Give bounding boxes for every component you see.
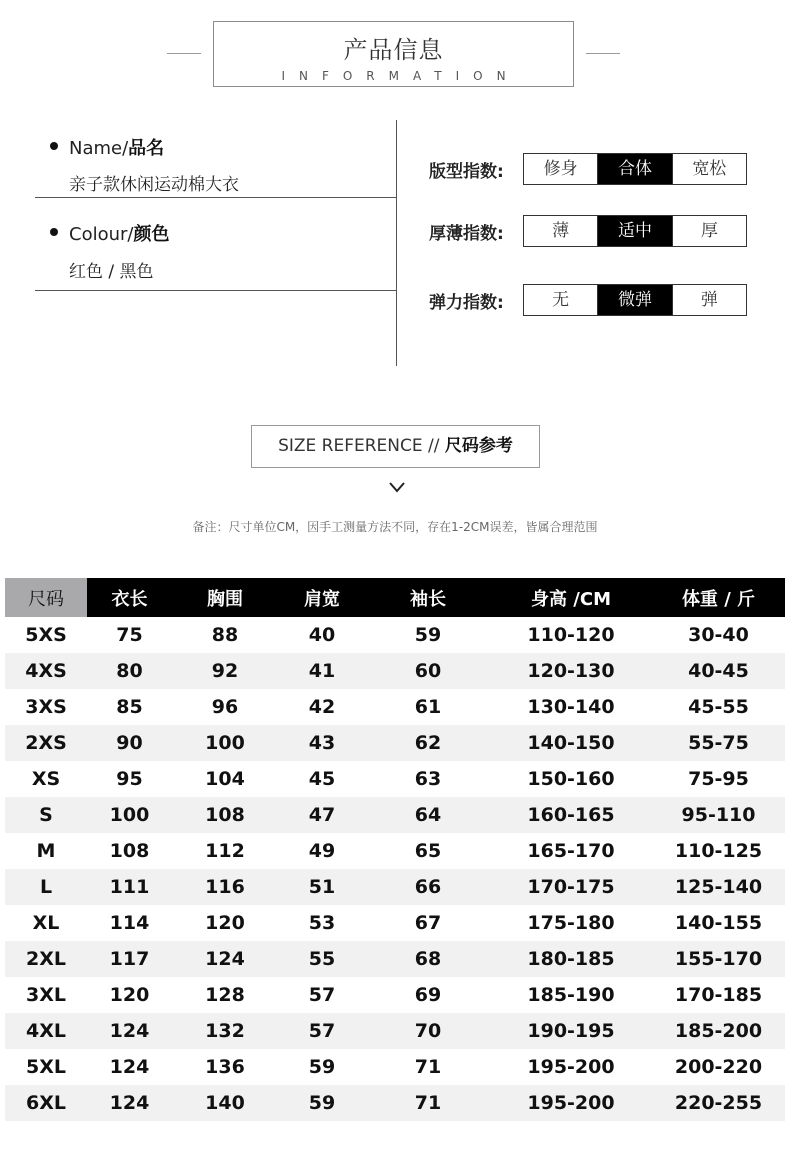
name-value: 亲子款休闲运动棉大衣: [69, 175, 239, 195]
cell-sleeve: 64: [414, 804, 442, 826]
elasticity-index-scale: [523, 284, 747, 316]
cell-size: M: [36, 840, 56, 862]
cell-height: 130-140: [527, 696, 615, 718]
fit-index-option: 合体: [598, 154, 672, 184]
table-row: [5, 617, 785, 653]
table-row: [5, 977, 785, 1013]
page-subtitle: INFORMATION: [281, 69, 520, 83]
table-row: [5, 689, 785, 725]
cell-length: 124: [109, 1020, 150, 1042]
cell-sleeve: 61: [414, 696, 442, 718]
cell-height: 180-185: [527, 948, 615, 970]
table-row: [5, 941, 785, 977]
cell-size: 3XL: [26, 984, 66, 1006]
cell-shoulder: 42: [308, 696, 336, 718]
cell-weight: 185-200: [674, 1020, 763, 1042]
cell-height: 110-120: [527, 624, 615, 646]
cell-weight: 155-170: [674, 948, 763, 970]
table-row: [5, 1013, 785, 1049]
cell-sleeve: 66: [414, 876, 442, 898]
cell-chest: 96: [211, 696, 239, 718]
size-reference-label-cn: 尺码参考: [444, 436, 513, 456]
cell-size: 6XL: [26, 1092, 66, 1114]
cell-shoulder: 57: [308, 984, 336, 1006]
table-row: [5, 869, 785, 905]
elasticity-index-option: 无: [524, 285, 598, 315]
header-sleeve: 袖长: [410, 588, 446, 610]
header-right-rule: [586, 53, 620, 54]
cell-chest: 140: [205, 1092, 245, 1114]
cell-weight: 110-125: [674, 840, 763, 862]
cell-size: 4XL: [26, 1020, 66, 1042]
size-table: [5, 578, 785, 1121]
chevron-down-icon: [384, 474, 410, 500]
table-row: [5, 833, 785, 869]
cell-shoulder: 47: [308, 804, 336, 826]
cell-shoulder: 41: [308, 660, 336, 682]
cell-shoulder: 51: [308, 876, 336, 898]
table-row: [5, 725, 785, 761]
name-label: [69, 134, 164, 160]
fit-index-scale: [523, 153, 747, 185]
cell-sleeve: 63: [414, 768, 442, 790]
thickness-index-scale: [523, 215, 747, 247]
elasticity-index-label: 弹力指数:: [429, 293, 504, 313]
cell-weight: 170-185: [674, 984, 763, 1006]
header-box: [213, 21, 574, 87]
cell-sleeve: 68: [414, 948, 442, 970]
cell-sleeve: 60: [414, 660, 442, 682]
colour-value: 红色 / 黑色: [69, 262, 154, 282]
cell-weight: 30-40: [688, 624, 749, 646]
cell-length: 124: [109, 1056, 150, 1078]
cell-sleeve: 70: [414, 1020, 442, 1042]
header-shoulder: 肩宽: [304, 588, 340, 610]
cell-size: XS: [31, 768, 61, 790]
cell-height: 195-200: [527, 1056, 615, 1078]
cell-chest: 116: [205, 876, 245, 898]
cell-shoulder: 45: [308, 768, 336, 790]
cell-sleeve: 65: [414, 840, 442, 862]
name-label-en: Name/: [69, 138, 129, 159]
table-row: [5, 797, 785, 833]
cell-length: 95: [116, 768, 143, 790]
cell-chest: 128: [205, 984, 245, 1006]
name-label-cn: 品名: [128, 138, 165, 159]
header-left-rule: [167, 53, 201, 54]
size-reference-label: SIZE REFERENCE: [278, 436, 423, 456]
colour-label-en: Colour/: [69, 224, 134, 245]
cell-weight: 75-95: [688, 768, 749, 790]
thickness-index-label: 厚薄指数:: [429, 224, 504, 244]
cell-chest: 88: [211, 624, 239, 646]
cell-length: 75: [116, 624, 143, 646]
header-height: 身高 /CM: [531, 588, 611, 610]
cell-chest: 104: [205, 768, 245, 790]
thickness-index-option: 厚: [700, 221, 718, 241]
cell-shoulder: 40: [308, 624, 336, 646]
cell-length: 124: [109, 1092, 150, 1114]
cell-shoulder: 57: [308, 1020, 336, 1042]
header-length: 衣长: [111, 588, 148, 610]
cell-length: 90: [116, 732, 143, 754]
cell-size: L: [39, 876, 53, 898]
cell-shoulder: 49: [308, 840, 336, 862]
name-bullet-icon: [50, 142, 58, 150]
cell-shoulder: 55: [308, 948, 336, 970]
cell-height: 175-180: [527, 912, 615, 934]
colour-bullet-icon: [50, 228, 58, 236]
cell-size: 3XS: [25, 696, 67, 718]
cell-length: 117: [109, 948, 150, 970]
table-row: [5, 905, 785, 941]
cell-sleeve: 69: [414, 984, 442, 1006]
fit-index-label: 版型指数:: [429, 162, 504, 182]
elasticity-index-option: 微弹: [598, 285, 672, 315]
cell-height: 150-160: [527, 768, 615, 790]
cell-chest: 92: [211, 660, 239, 682]
cell-sleeve: 71: [414, 1092, 442, 1114]
table-row: [5, 1085, 785, 1121]
cell-chest: 136: [205, 1056, 245, 1078]
cell-weight: 140-155: [674, 912, 763, 934]
cell-weight: 200-220: [674, 1056, 763, 1078]
cell-size: XL: [32, 912, 60, 934]
header-chest: 胸围: [207, 588, 243, 610]
cell-chest: 132: [205, 1020, 245, 1042]
header-size: 尺码: [5, 578, 87, 617]
cell-sleeve: 67: [414, 912, 442, 934]
cell-height: 120-130: [527, 660, 615, 682]
cell-weight: 95-110: [681, 804, 756, 826]
cell-length: 85: [116, 696, 143, 718]
info-vertical-divider: [396, 120, 397, 366]
cell-chest: 120: [205, 912, 245, 934]
colour-label: [69, 220, 169, 246]
cell-length: 111: [109, 876, 150, 898]
cell-weight: 125-140: [674, 876, 763, 898]
fit-index-option: 修身: [524, 154, 598, 184]
cell-chest: 108: [205, 804, 245, 826]
cell-size: 4XS: [25, 660, 67, 682]
cell-chest: 124: [205, 948, 245, 970]
cell-shoulder: 59: [308, 1056, 336, 1078]
cell-size: 2XL: [26, 948, 66, 970]
size-reference-separator: //: [428, 436, 440, 456]
cell-length: 80: [116, 660, 143, 682]
cell-height: 170-175: [527, 876, 615, 898]
cell-height: 195-200: [527, 1092, 615, 1114]
table-row: [5, 1049, 785, 1085]
cell-height: 185-190: [527, 984, 615, 1006]
cell-height: 190-195: [527, 1020, 615, 1042]
cell-height: 165-170: [527, 840, 615, 862]
cell-length: 100: [109, 804, 150, 826]
size-note: 备注：尺寸单位CM，因手工测量方法不同，存在1-2CM误差，皆属合理范围: [192, 520, 598, 534]
cell-size: 2XS: [25, 732, 67, 754]
fit-index-option: 宽松: [692, 159, 727, 179]
page-title: 产品信息: [343, 36, 444, 64]
cell-chest: 100: [205, 732, 245, 754]
cell-size: S: [39, 804, 53, 826]
thickness-index-option: 薄: [524, 216, 598, 246]
cell-sleeve: 62: [414, 732, 442, 754]
info-divider-1: [35, 197, 397, 198]
cell-length: 120: [109, 984, 150, 1006]
cell-weight: 220-255: [674, 1092, 763, 1114]
size-table-header: [5, 578, 785, 617]
cell-size: 5XS: [25, 624, 67, 646]
size-table-body: [5, 617, 785, 1121]
cell-shoulder: 53: [308, 912, 336, 934]
cell-length: 108: [109, 840, 150, 862]
cell-height: 140-150: [527, 732, 615, 754]
elasticity-index-option: 弹: [700, 290, 718, 310]
cell-length: 114: [109, 912, 150, 934]
cell-size: 5XL: [26, 1056, 66, 1078]
cell-weight: 55-75: [688, 732, 749, 754]
cell-shoulder: 59: [308, 1092, 336, 1114]
cell-weight: 45-55: [688, 696, 749, 718]
header-weight: 体重 / 斤: [681, 588, 756, 610]
cell-chest: 112: [205, 840, 245, 862]
cell-height: 160-165: [527, 804, 615, 826]
cell-sleeve: 59: [414, 624, 442, 646]
cell-sleeve: 71: [414, 1056, 442, 1078]
cell-shoulder: 43: [308, 732, 336, 754]
thickness-index-option: 适中: [598, 216, 672, 246]
colour-label-cn: 颜色: [133, 224, 170, 245]
cell-weight: 40-45: [688, 660, 749, 682]
table-row: [5, 761, 785, 797]
table-row: [5, 653, 785, 689]
info-divider-2: [35, 290, 397, 291]
size-reference-box: [251, 425, 540, 468]
